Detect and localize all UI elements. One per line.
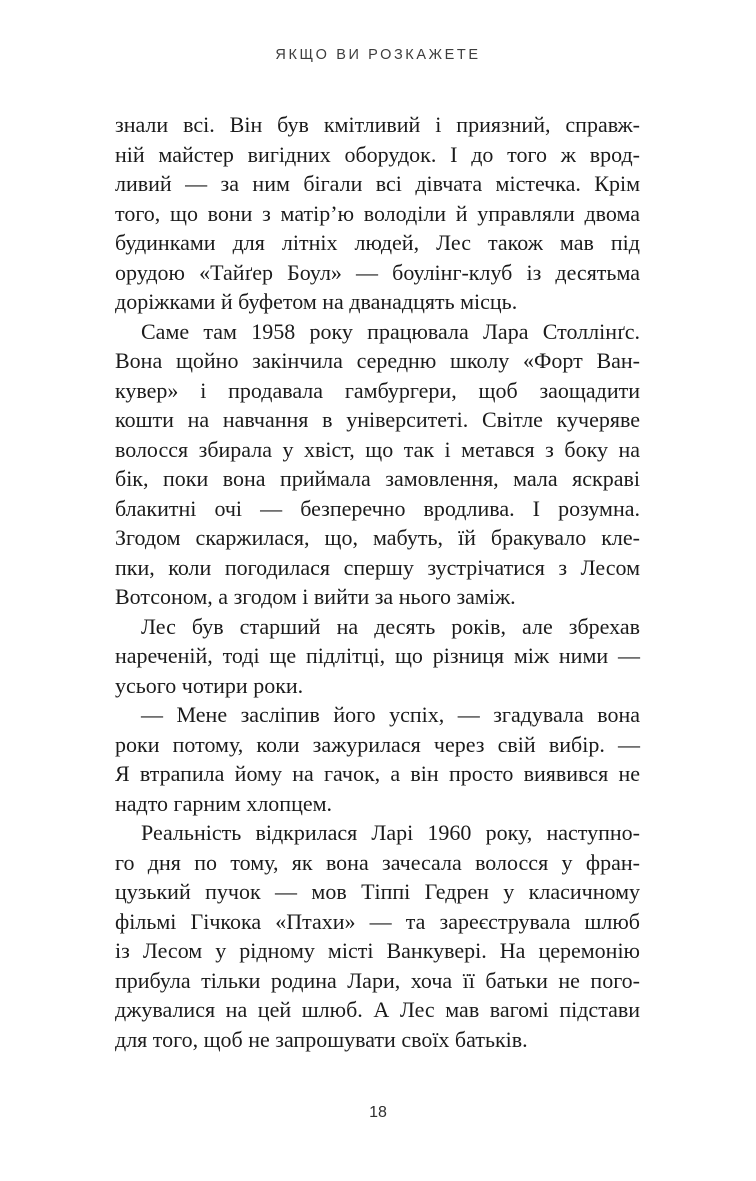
text-line: ливий — за ним бігали всі дівчата містечка. Крім [115, 171, 640, 196]
text-line: із Лесом у рідному місті Ванкувері. На церемонію [115, 938, 640, 963]
running-header-text: ЯКЩО ВИ РОЗКАЖЕТЕ [275, 47, 481, 63]
running-header [0, 47, 756, 63]
page-number: 18 [369, 1104, 387, 1121]
text-line: Я втрапила йому на гачок, а він просто виявився не [115, 761, 640, 786]
text-line: фільмі Гічкока «Птахи» — та зареєструвала шлюб [115, 908, 640, 934]
text-line: того, що вони з матір’ю володіли й управляли двома [115, 200, 640, 226]
text-line: блакитні очі — безперечно вродлива. І розумна. [115, 495, 640, 521]
text-line: орудою «Тайґер Боул» — боулінг-клуб із десятьма [115, 259, 640, 285]
text-line: усього чотири роки. [115, 672, 304, 698]
text-line: будинками для літніх людей, Лес також мав під [115, 230, 640, 255]
text-line: прибула тільки родина Лари, хоча її батьки не пого- [115, 967, 640, 993]
text-line: кошти на навчання в університеті. Світле кучеряве [115, 407, 640, 432]
text-line: роки потому, коли зажурилася через свій вибір. — [115, 731, 640, 757]
text-line: джувалися на цей шлюб. А Лес мав вагомі підстави [115, 997, 640, 1022]
text-line: надто гарним хлопцем. [115, 790, 333, 816]
text-line: Згодом скаржилася, що, мабуть, їй бракувало кле- [115, 525, 640, 550]
text-line: для того, щоб не запрошувати своїх батьків. [115, 1026, 528, 1052]
text-line: Лес був старший на десять років, але збрехав [141, 613, 640, 639]
text-line: цузький пучок — мов Тіппі Гедрен у класичному [115, 879, 640, 904]
text-line: Реальність відкрилася Ларі 1960 року, наступно- [141, 820, 640, 845]
paragraph [115, 818, 640, 1054]
page-body [115, 110, 640, 1054]
text-line: бік, поки вона приймала замовлення, мала яскраві [115, 466, 640, 491]
text-line: знали всі. Він був кмітливий і приязний, справж- [115, 112, 640, 137]
text-line: доріжками й буфетом на дванадцять місць. [115, 289, 518, 314]
paragraph [115, 700, 640, 818]
text-line: — Мене засліпив його успіх, — згадувала вона [141, 702, 640, 727]
text-line: нареченій, тоді ще підлітці, що різниця між ними — [115, 643, 640, 668]
paragraph [115, 612, 640, 701]
text-line: кувер» і продавала гамбургери, щоб заощадити [115, 377, 640, 403]
text-line: Вона щойно закінчила середню школу «Форт Ван- [115, 348, 640, 373]
paragraph [115, 110, 640, 317]
paragraph [115, 317, 640, 612]
text-line: волосся збирала у хвіст, що так і метався з боку на [115, 436, 640, 462]
text-line: го дня по тому, як вона зачесала волосся у фран- [115, 849, 640, 875]
text-line: Вотсоном, а згодом і вийти за нього заміж. [115, 584, 516, 609]
text-line: Саме там 1958 року працювала Лара Столлінґс. [141, 318, 640, 344]
page-footer [0, 1104, 756, 1122]
text-line: ній майстер вигідних оборудок. І до того ж врод- [115, 141, 640, 167]
text-line: пки, коли погодилася спершу зустрічатися з Лесом [115, 554, 640, 580]
